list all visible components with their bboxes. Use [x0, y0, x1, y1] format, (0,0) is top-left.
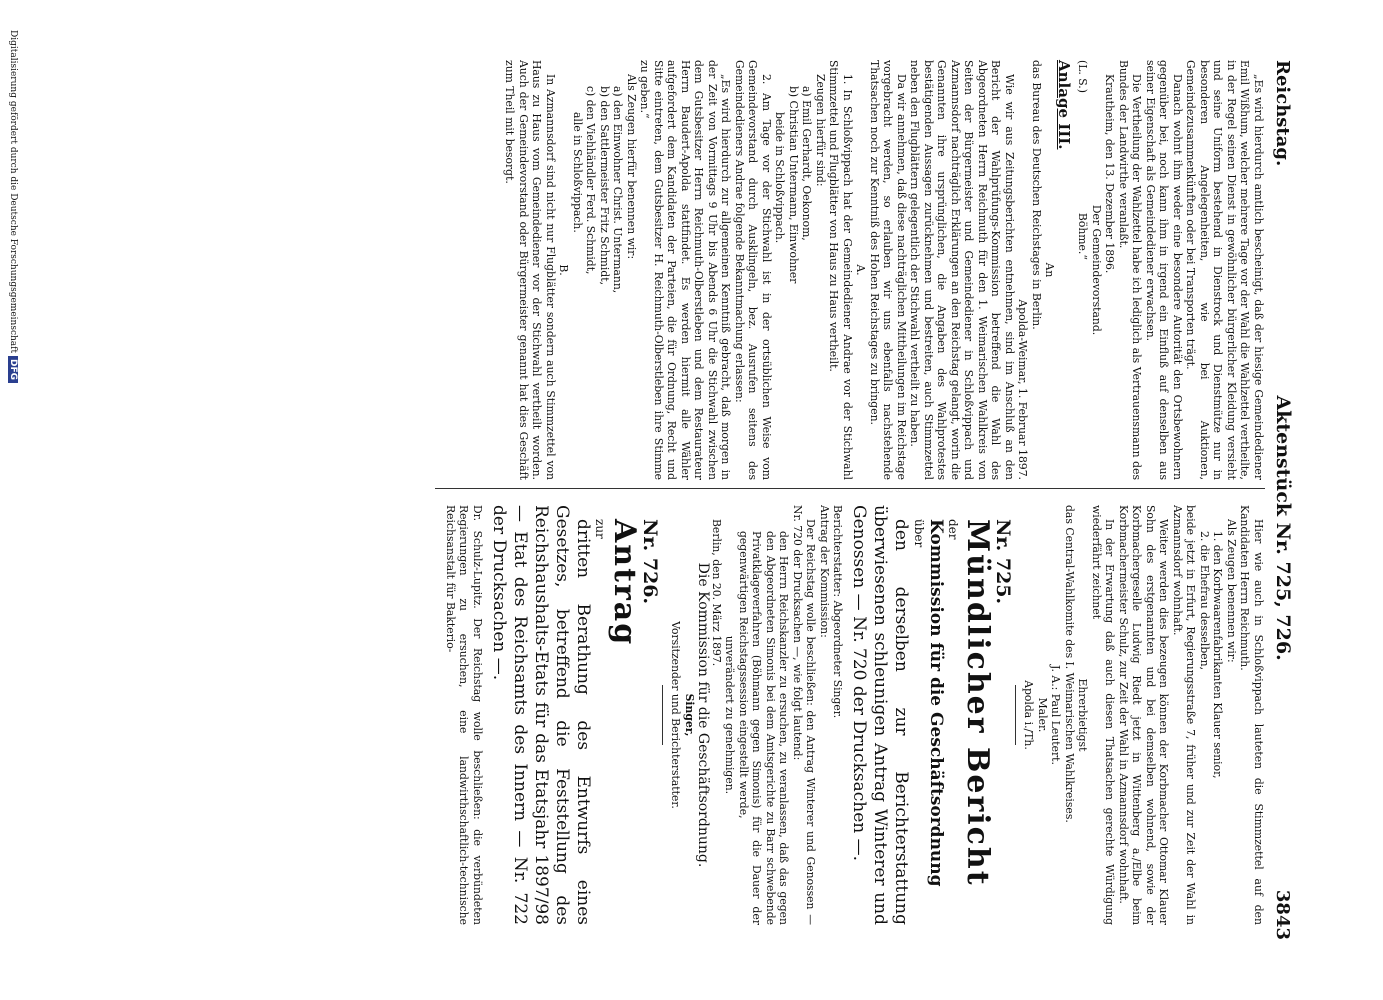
- committee-heading: Kommission für die Geschäftsordnung: [926, 519, 946, 887]
- page-header: [1268, 60, 1298, 940]
- motion-label: Antrag der Kommission:: [818, 505, 831, 638]
- signer-name: Singer,: [683, 693, 696, 737]
- paragraph: 1. In Schloßvippach hat der Gemeindediener Andrae vor der Stichwahl Stimmzettel und Flugblätter von Haus zu Haus vertheilt.: [827, 60, 854, 480]
- page-number: 3843: [1272, 889, 1294, 940]
- list-item: 1. den Korbwaarenfabrikanten Klauer senior,: [1211, 531, 1225, 779]
- commission-signature: Die Kommission für die Geschäftsordnung.: [695, 562, 712, 868]
- dfg-logo: DFG: [8, 356, 18, 383]
- address-line: das Bureau des Deutschen Reichstages in Berlin.: [1030, 60, 1043, 330]
- closing: Ehrerbietigst: [1076, 678, 1090, 752]
- funding-note: Digitalisierung gefördert durch die Deutsche Forschungsgemeinschaft: [8, 30, 18, 354]
- list-item: b) Christian Untermann, Einwohner: [787, 86, 800, 284]
- document-subject: dritten Berathung des Entwurfs eines Gesetzes, betreffend die Feststellung des Reichshaushalts-Etats für das Etatsjahr 1897/98 — Etat des Reichsamts des Innern — Nr. 722 der Drucksachen —.: [489, 505, 593, 925]
- approval-line: unverändert zu genehmigen.: [723, 635, 737, 795]
- document-number: Nr. 726.: [639, 519, 661, 605]
- paragraph: In der Erwartung daß auch diesen Thatsachen gerechte Würdigung wiederfährt zeichnet: [1090, 505, 1117, 925]
- left-column: [503, 60, 1265, 480]
- list-item: 2. die Ehefrau desselben,: [1198, 531, 1211, 671]
- address-to: An: [1043, 262, 1057, 278]
- paragraph: Wie wir aus Zeitungsberichten entnehmen, sind im Anschluß an den Bericht der Wahlprüfungs-Kommission betreffend die Wahl des Abgeordneten Herrn Reichmuth für den 1. Weimarischen Wahlkreis von Seiten der Bürgermeister und Gemeindediener in Schloßvippach und Azmannsdorf nachträglich Erklärungen an den Reichstag gelangt, worin die Genannten ihre ursprünglichen, die Angaben des Wahlprotestes bestätigenden Aussagen zurücknehmen und bestreiten, auch Stimmzettel neben den Flugblättern gelegentlich der Stichwahl vertheilt zu haben.: [908, 60, 1016, 480]
- quotation: „Es wird hierdurch zur allgemeinen Kenntniß gebracht, daß morgen in der Zeit von Vormittags 9 Uhr bis Abends 6 Uhr die Stichwahl zwischen dem Gutsbesitzer Herrn Reichmuth-Olberstleben und dem Restaurateur Herrn Baudert-Apolda stattfindet. Es werden hiermit alle Wähler aufgefordert dem Kandidaten der Parteien, die für Ordnung, Recht und Sitte eintreten, dem Gutsbesitzer H. Reichmuth-Olberstleben ihre Stimme zu geben.“: [638, 60, 733, 480]
- section-letter: A.: [854, 264, 868, 276]
- paragraph: Die Vertheilung der Wahlzettel habe ich lediglich als Vertrauensmann des Bundes der Landwirthe veranlaßt.: [1117, 60, 1144, 480]
- paragraph: Der Reichstag wolle beschließen: den Antrag Winterer und Genossen — Nr. 720 der Drucksachen —, wie folgt lautend:: [791, 505, 818, 925]
- paragraph: „Es wird hierdurch amtlich bescheinigt, daß der hiesige Gemeindediener Emil Wißhum, welcher mehrere Tage vor der Wahl die Wahlzettel vertheilte, in der Regel seinen Dienst in gewöhnlicher bürgerlicher Kleidung versieht und seine Uniform bestehend in Dienstrock und Dienstmütze nur in besonderen Angelegenheiten, wie bei Auktionen, Gemeindezusammenkünften oder bei Transporten trägt.: [1184, 60, 1265, 480]
- list-item: beide in Schloßvippach.: [773, 112, 787, 244]
- document-title: Antrag: [607, 519, 643, 647]
- right-column: [444, 505, 1266, 925]
- section-letter: B.: [557, 264, 571, 276]
- paragraph: Hier wie auch in Schloßvippach lauteten die Stimmzettel auf den Kandidaten Herrn Reichmuth.: [1238, 505, 1265, 925]
- document-subject: den derselben zur Berichterstattung überwiesenen schleunigen Antrag Winterer und Genossen — Nr. 720 der Drucksachen —.: [849, 505, 912, 925]
- seal-line: [1076, 60, 1090, 480]
- header-title: Aktenstück Nr. 725, 726.: [1272, 395, 1294, 661]
- list-intro: Als Zeugen hierfür benennen wir:: [625, 74, 638, 260]
- header-left: Reichstag.: [1272, 60, 1294, 167]
- signer-name: J. A.: Paul Leutert.: [1049, 665, 1063, 765]
- date-line: Berlin, den 20. März 1897.: [710, 519, 723, 667]
- list-item: b) den Sattlermeister Fritz Schmidt,: [598, 86, 611, 286]
- signer-place: Apolda i./Th.: [1022, 680, 1036, 750]
- paragraph: Danach wohnt ihm weder eine besondere Autorität den Ortsbewohnern gegenüber bei, noch kann ihm in irgend ein Einfluß auf denselben aus seiner Eigenschaft als Gemeindediener erwachsen.: [1144, 60, 1184, 480]
- digitization-note: [8, 30, 18, 383]
- list-intro: Zeugen hierfür sind:: [814, 74, 827, 187]
- section-heading: Anlage III.: [1055, 60, 1073, 150]
- list-item: c) den Viehhändler Ferd. Schmidt,: [584, 86, 598, 275]
- date-line: Krautheim, den 13. Dezember 1896.: [1103, 74, 1117, 274]
- document-number: Nr. 725.: [992, 519, 1014, 605]
- paragraph: In Azmannsdorf sind nicht nur Flugblätter sondern auch Stimmzettel von Haus zu Haus vom Gemeindediener vor der Stichwahl vertheilt worden. Auch der Gemeindevorstand oder Bürgermeister genannt hat dies Geschäft zum Theil mit besorgt.: [503, 60, 557, 480]
- date-line: Apolda-Weimar, 1. Februar 1897.: [1016, 299, 1030, 480]
- organization-line: Der Gemeindevorstand.: [1090, 204, 1103, 336]
- paragraph: Da wir annehmen, daß diese nachträglichen Mittheilungen im Reichstage vorgebracht werden, so erlauben wir uns ebenfalls nachstehende Thatsachen noch zur Kenntniß des Hohen Reichstages zu bringen.: [868, 60, 908, 480]
- rapporteur-line: Berichterstatter: Abgeordneter Singer.: [831, 505, 845, 719]
- committee-name: das Central-Wahlkomite des I. Weimarischen Wahlkreises.: [1063, 505, 1076, 823]
- quoted-motion: den Herrn Reichskanzler zu ersuchen, zu veranlassen, daß das gegen den Abgeordneten Simonis bei dem Amtsgerichte zu Barr schwebende Privatklageverfahren (Böhmann gegen Simonis) für die Dauer der gegenwärtigen Reichstagssession eingestellt werde,: [737, 531, 791, 925]
- signer-title: Maler.: [1036, 697, 1049, 733]
- connector-text: der: [946, 519, 961, 540]
- paragraph: Weiter werden dies bezeugen können der Korbmacher Ottomar Klauer Sohn des erstgenannten und bei demselben wohnend, sowie der Korbmachergeselle Ludwig Riedt jetzt in Wittenberg a./Elbe beim Korbmachermeister Schulz, zur Zeit der Wahl in Azmannsdorf wohnhaft.: [1117, 505, 1171, 925]
- separator-rule: [1015, 685, 1016, 745]
- paragraph: beide jetzt in Erfurt, Regierungsstraße 7, früher und zur Zeit der Wahl in Azmannsdorf wohnhaft.: [1171, 505, 1198, 925]
- list-item: a) den Einwohner Christ. Untermann,: [611, 86, 625, 294]
- seal-mark: (L. S.): [1076, 60, 1090, 93]
- paragraph: 2. Am Tage vor der Stichwahl ist in der ortsüblichen Weise vom Gemeindevorstand durch Ausklingeln, bez. Ausrufen seitens des Gemeindedieners Andrae folgende Bekanntmachung erlassen:: [733, 60, 773, 480]
- list-intro: Als Zeugen benennen wir:: [1225, 519, 1238, 663]
- motion-text: Dr. Schulz-Lupitz. Der Reichstag wolle beschließen: die verbündeten Regierungen zu ersuchen, eine landwirthschaftlich-technische Reichsanstalt für Bakterio-: [444, 505, 484, 925]
- document-title: Mündlicher Bericht: [960, 519, 996, 887]
- list-item: alle in Schloßvippach.: [571, 112, 584, 233]
- signer-title: Vorsitzender und Berichterstatter.: [669, 621, 683, 809]
- connector-text: zur: [593, 519, 608, 539]
- signature: Böhme.“: [1076, 212, 1090, 260]
- column-divider: [435, 488, 1265, 489]
- list-item: a) Emil Gerhardt, Oekonom,: [800, 86, 814, 241]
- connector-text: über: [912, 519, 926, 548]
- separator-rule: [662, 685, 663, 745]
